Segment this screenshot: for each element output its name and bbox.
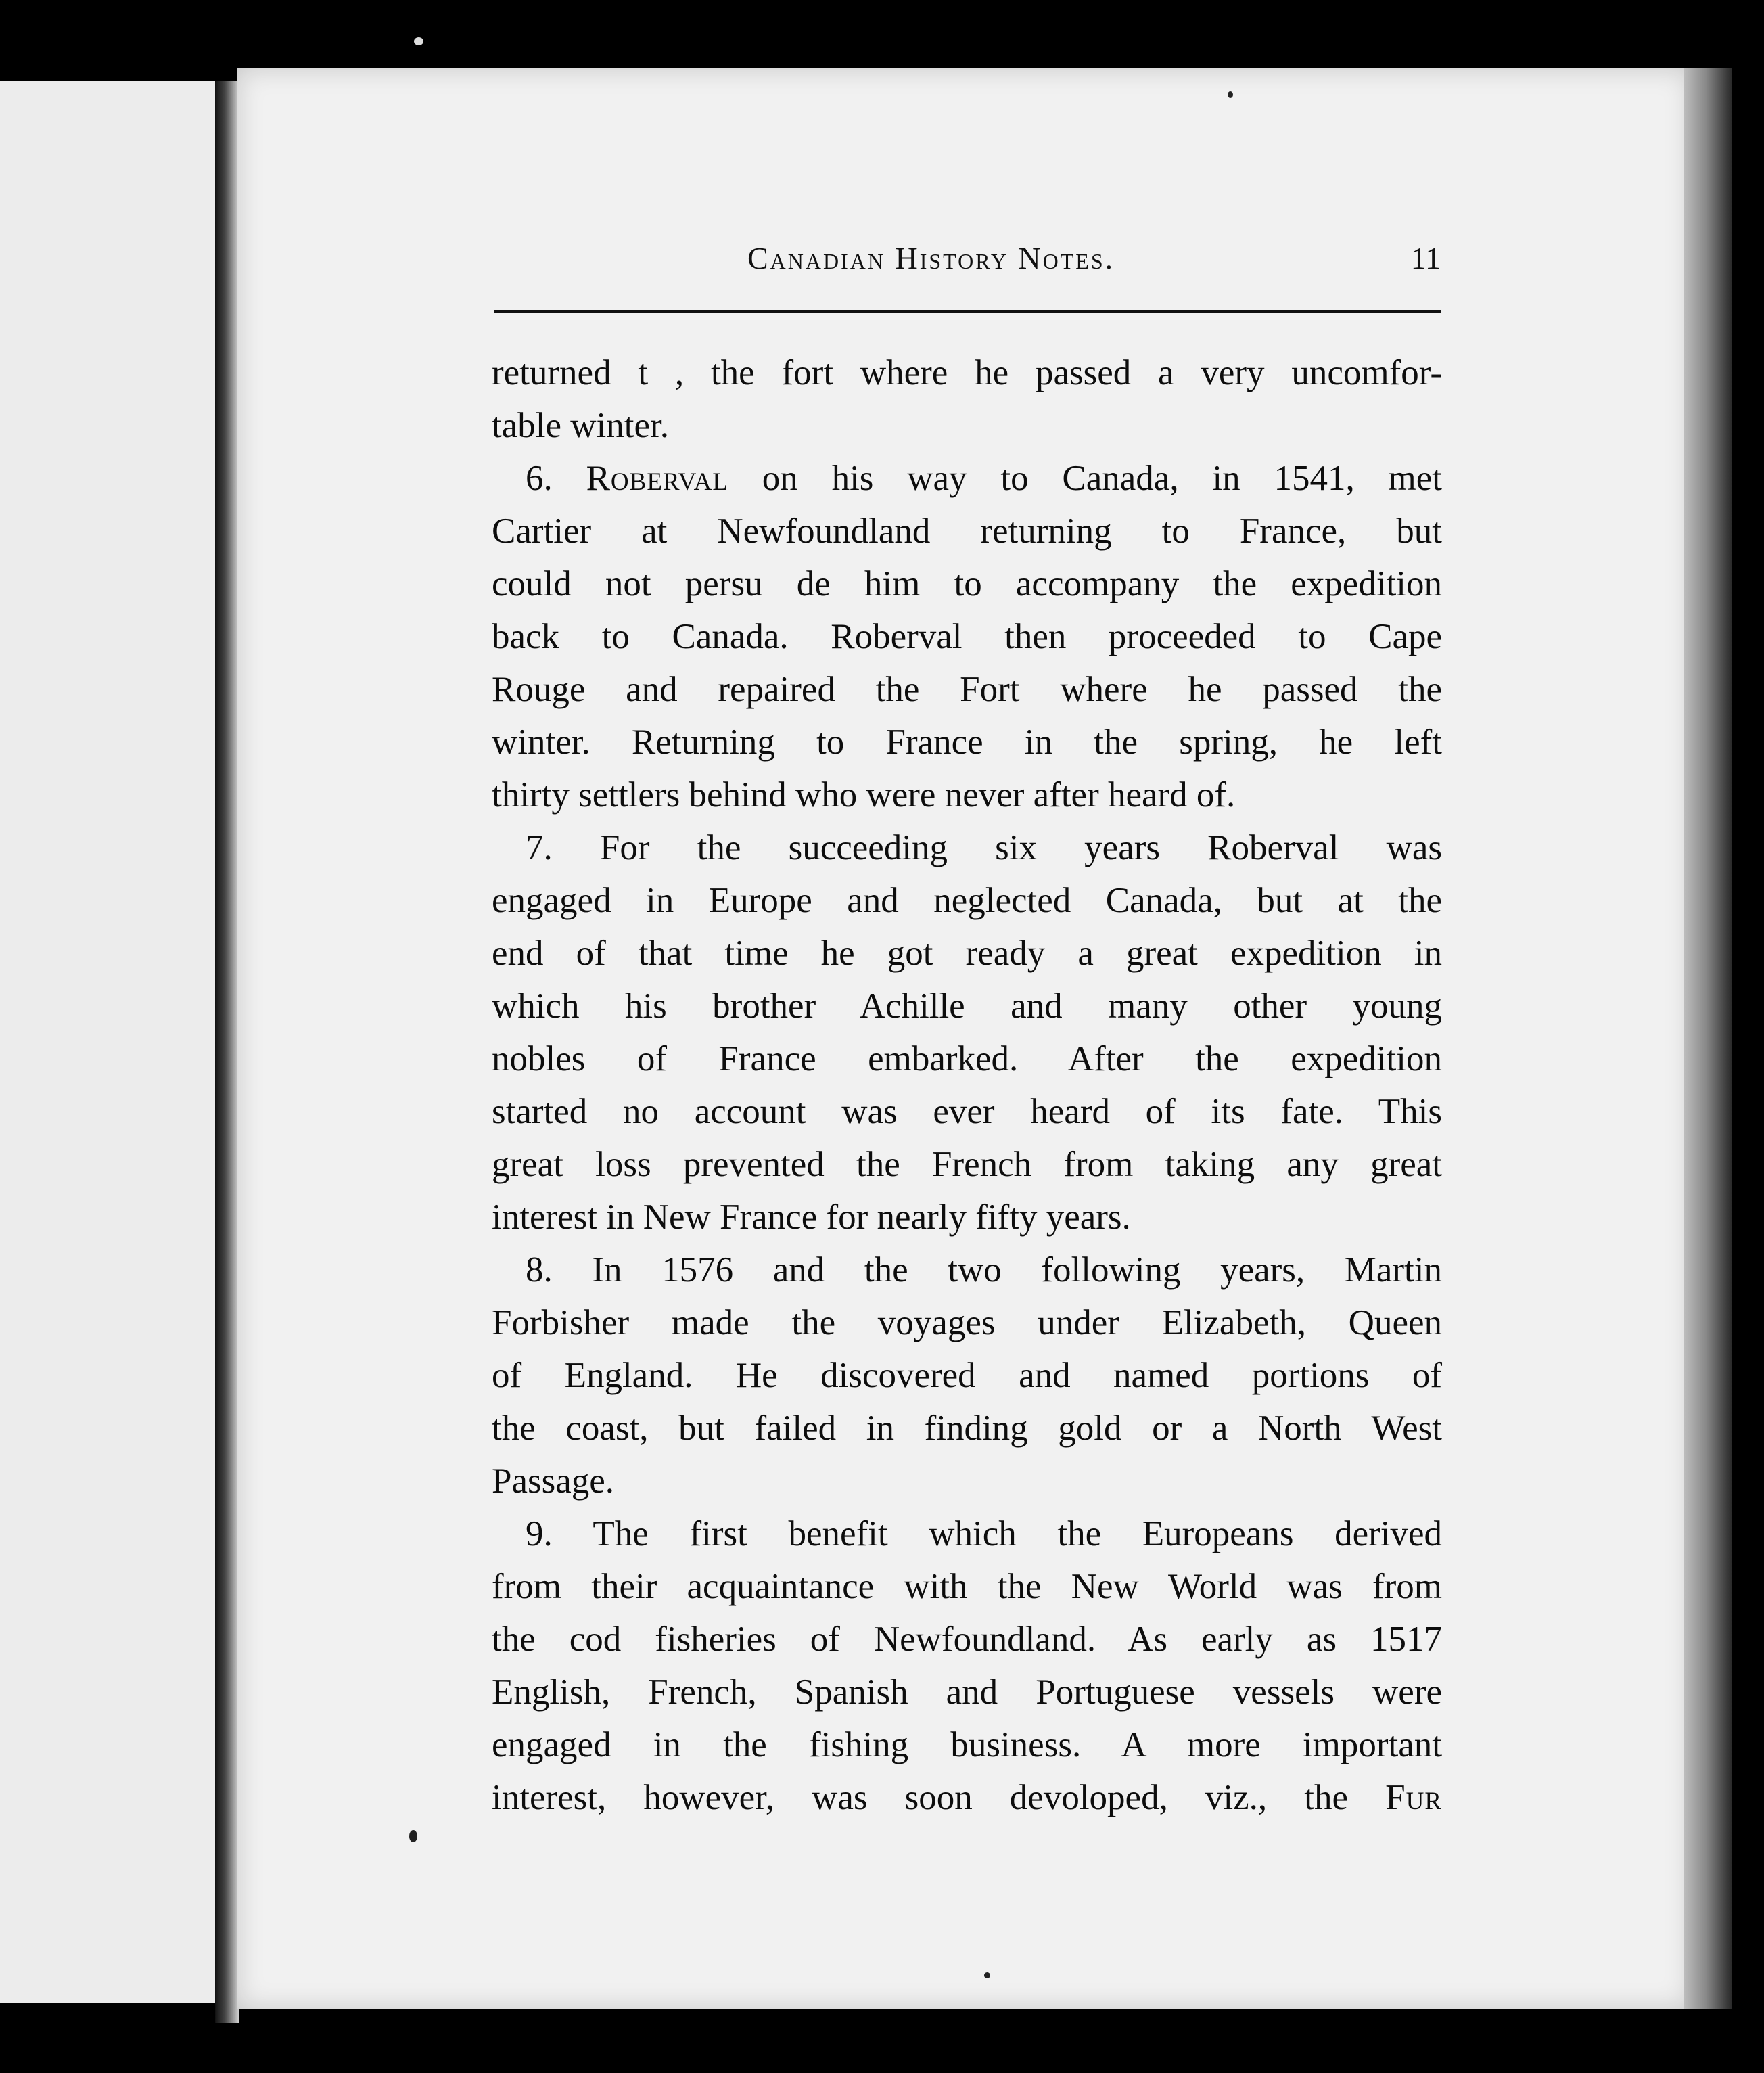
text-line: table winter.	[492, 406, 669, 445]
text-line: 9. The first benefit which the Europeans derived	[526, 1514, 1442, 1553]
text-line: returned t , the fort where he passed a very uncomfor-	[492, 353, 1442, 392]
text-line: started no account was ever heard of its fate. This	[492, 1092, 1442, 1131]
text-line: Forbisher made the voyages under Elizabeth, Queen	[492, 1303, 1442, 1342]
text-line: Rouge and repaired the Fort where he passed the	[492, 670, 1442, 709]
text-line: great loss prevented the French from taking any great	[492, 1145, 1442, 1184]
name-roberval: Roberval	[586, 459, 728, 498]
text-line: back to Canada. Roberval then proceeded to Cape	[492, 617, 1442, 656]
running-head-title: Canadian History Notes.	[747, 241, 1115, 275]
text-line: of England. He discovered and named portions of	[492, 1356, 1442, 1395]
text-line: from their acquaintance with the New World was from	[492, 1567, 1442, 1606]
text-line: interest in New France for nearly fifty years.	[492, 1198, 1131, 1237]
ink-speck	[409, 1830, 417, 1842]
text-line: thirty settlers behind who were never after heard of.	[492, 775, 1236, 815]
facing-page-left	[0, 81, 220, 2003]
ink-speck	[1228, 91, 1233, 98]
running-head	[494, 240, 1441, 288]
page-edge-right	[1684, 68, 1732, 2009]
header-rule	[494, 310, 1441, 313]
term-fur: Fur	[1385, 1778, 1442, 1817]
text-line: Passage.	[492, 1461, 615, 1501]
text-line: 6. Roberval on his way to Canada, in 1541, met	[526, 459, 1443, 498]
text-line: could not persu de him to accompany the expedition	[492, 564, 1442, 603]
text-line: 7. For the succeeding six years Roberval was	[526, 828, 1442, 867]
text-line: the coast, but failed in finding gold or a North West	[492, 1409, 1442, 1448]
ink-speck	[414, 37, 423, 45]
text-line: engaged in the fishing business. A more important	[492, 1725, 1442, 1764]
ink-speck	[984, 1972, 990, 1978]
text-line: nobles of France embarked. After the expedition	[492, 1039, 1442, 1078]
text-line: which his brother Achille and many other young	[492, 986, 1442, 1026]
text-line: end of that time he got ready a great expedition in	[492, 934, 1442, 973]
page-number: 11	[1410, 241, 1441, 275]
text-line: engaged in Europe and neglected Canada, but at the	[492, 881, 1442, 920]
text-line: English, French, Spanish and Portuguese vessels were	[492, 1672, 1442, 1712]
body-text	[492, 346, 1442, 1821]
book-gutter	[215, 81, 239, 2023]
text-line: 8. In 1576 and the two following years, Martin	[526, 1250, 1442, 1290]
text-line: interest, however, was soon devoloped, viz., the Fur	[492, 1778, 1442, 1817]
text-line: Cartier at Newfoundland returning to France, but	[492, 511, 1442, 551]
text-line: winter. Returning to France in the spring, he left	[492, 723, 1442, 762]
text-line: the cod fisheries of Newfoundland. As early as 1517	[492, 1620, 1442, 1659]
